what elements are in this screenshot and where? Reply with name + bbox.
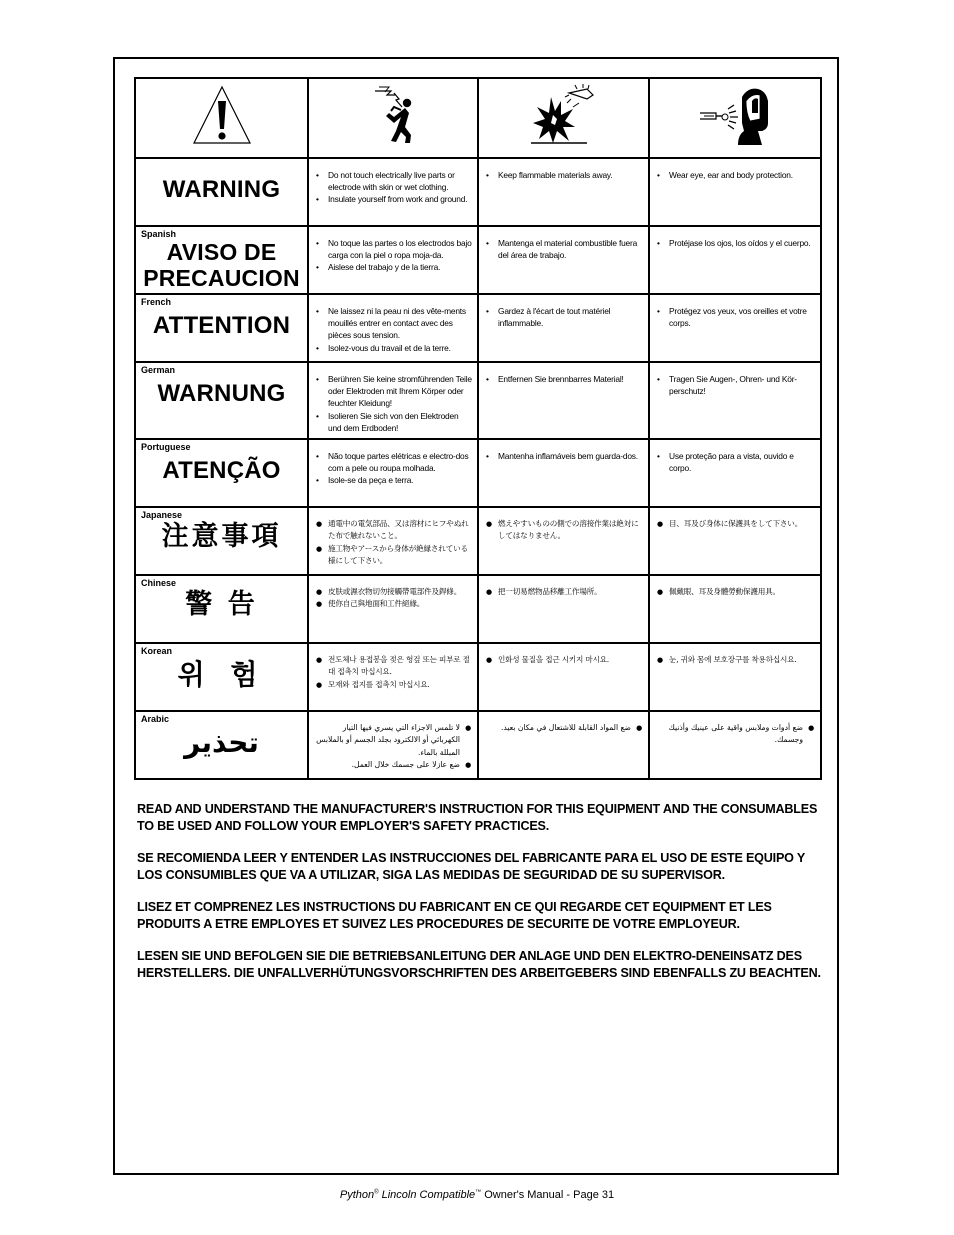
- icon-row: [135, 78, 821, 158]
- protection-text: [649, 507, 821, 575]
- warning-word-line: PRECAUCION: [143, 264, 300, 291]
- warning-bullet: • Aislese del trabajo y de la tierra.: [316, 261, 473, 273]
- footer-trademark: ™: [475, 1189, 482, 1196]
- instruction-paragraph: LISEZ ET COMPRENEZ LES INSTRUCTIONS DU FABRICANT EN CE QUI REGARDE CET EQUIPMENT ET LES PRODUITS A ETRE EMPLOYES ET SUIVEZ LES PROCEDURES DE SECURITE DE VOTRE EMPLOYEUR.: [137, 900, 772, 931]
- warning-row: [135, 294, 821, 362]
- instruction-paragraph: SE RECOMIENDA LEER Y ENTENDER LAS INSTRUCCIONES DEL FABRICANTE PARA EL USO DE ESTE EQUIPO Y LOS CONSUMIBLES QUE VA A UTILIZAR, SIGA LAS MEDIDAS DE SEGURIDAD DE SU SUPERVISOR.: [137, 851, 805, 882]
- language-label: Korean: [141, 645, 173, 656]
- warning-bullet: ● لا تلمس الاجزاء التي يسري فيها التيار الكهربائي أو الالكترود بجلد الجسم أو بالملابس المبللة بالماء.: [313, 722, 471, 760]
- warning-word: [136, 381, 307, 407]
- language-cell: [135, 507, 308, 575]
- warning-bullet: • Isolez-vous du travail et de la terre.: [316, 342, 473, 354]
- warning-row: [135, 711, 821, 779]
- electric-shock-text: [308, 711, 478, 779]
- welding-sparks-face-shield-icon: [649, 78, 821, 158]
- language-label: Spanish: [141, 228, 177, 239]
- protection-text: [649, 643, 821, 711]
- electric-shock-text: [308, 575, 478, 643]
- warning-bullet: • Isolieren Sie sich von den Elektroden und dem Erdboden!: [316, 410, 473, 435]
- warning-bullet: • Mantenha inflamáveis bem guarda-dos.: [486, 450, 644, 462]
- warning-word: [136, 239, 307, 291]
- warning-word-line: WARNUNG: [157, 379, 286, 407]
- footer-manual: Owner's Manual: [481, 1189, 564, 1201]
- warning-word-line: ATENÇÃO: [162, 456, 281, 484]
- warning-bullet: • Protéjase los ojos, los oídos y el cuerpo.: [657, 237, 816, 249]
- fire-explosion-icon: [478, 78, 649, 158]
- warning-bullet: ● 눈, 귀와 몸에 보호장구를 착용하십시요.: [657, 654, 816, 667]
- warning-bullet: ● 使你自己與地面和工件絕緣。: [316, 598, 473, 611]
- flammable-text: [478, 226, 649, 294]
- warning-word: [136, 313, 307, 339]
- flammable-text: [478, 158, 649, 226]
- warning-row: [135, 362, 821, 439]
- warning-word: [136, 177, 307, 203]
- warning-bullet: • Protégez vos yeux, vos oreilles et votre corps.: [657, 305, 816, 330]
- warning-word-line: AVISO DE: [166, 238, 277, 265]
- warning-word-line: تحذير: [184, 725, 259, 759]
- footer-page-number: - Page 31: [563, 1189, 615, 1201]
- warning-word-line: ATTENTION: [152, 311, 291, 339]
- warning-word-line: WARNING: [162, 175, 281, 203]
- warning-bullet: ● 目、耳及び身体に保護具をして下さい。: [657, 518, 816, 531]
- language-label: Portuguese: [141, 441, 191, 452]
- language-label: Chinese: [141, 577, 177, 588]
- page-footer: [0, 1189, 954, 1201]
- warning-bullet: • Entfernen Sie brennbarres Material!: [486, 373, 644, 385]
- warning-bullet: ● 모재와 접지를 접촉치 마십시요.: [316, 679, 473, 692]
- warning-bullet: ● 皮肤或濕衣物切勿接觸帶電部件及銲條。: [316, 586, 473, 599]
- warning-row: [135, 507, 821, 575]
- language-label: French: [141, 296, 172, 307]
- warning-bullet: ● 通電中の電気部品、又は溶材にヒフやぬれた布で触れないこと。: [316, 518, 473, 543]
- protection-text: [649, 294, 821, 362]
- footer-registered-mark: ®: [374, 1189, 379, 1196]
- flammable-text: [478, 507, 649, 575]
- warning-bullet: ● 인화성 물질을 접근 시키지 마시요.: [486, 654, 644, 667]
- protection-text: [649, 158, 821, 226]
- flammable-text: [478, 575, 649, 643]
- warning-row: [135, 575, 821, 643]
- warning-word: [136, 458, 307, 484]
- warning-bullet: • Gardez à l'écart de tout matériel inflammable.: [486, 305, 644, 330]
- electric-shock-text: [308, 294, 478, 362]
- warning-word: [136, 588, 307, 620]
- electric-shock-text: [308, 158, 478, 226]
- warning-bullet: • Insulate yourself from work and ground.: [316, 193, 473, 205]
- language-cell: [135, 439, 308, 507]
- warning-row: [135, 439, 821, 507]
- electric-shock-text: [308, 439, 478, 507]
- warning-bullet: • Isole-se da peça e terra.: [316, 474, 473, 486]
- flammable-text: [478, 362, 649, 439]
- warning-bullet: • Do not touch electrically live parts or electrode with skin or wet clothing.: [316, 169, 473, 194]
- electric-shock-icon: [308, 78, 478, 158]
- warning-triangle-icon: [135, 78, 308, 158]
- warning-word-line: 위 험: [177, 657, 266, 691]
- warning-row: [135, 158, 821, 226]
- warning-word-line: 警 告: [185, 588, 258, 620]
- language-label: Japanese: [141, 509, 183, 520]
- warning-bullet: ● 把一切易燃物品移離工作場所。: [486, 586, 644, 599]
- electric-shock-text: [308, 643, 478, 711]
- warning-bullet: • No toque las partes o los electrodos bajo carga con la piel o ropa moja-da.: [316, 237, 473, 262]
- warning-bullet: • Keep flammable materials away.: [486, 169, 644, 181]
- warning-word: [136, 725, 307, 759]
- flammable-text: [478, 643, 649, 711]
- flammable-text: [478, 711, 649, 779]
- warning-row: [135, 643, 821, 711]
- language-label: German: [141, 364, 176, 375]
- warning-bullet: • Use proteção para a vista, ouvido e corpo.: [657, 450, 816, 475]
- warning-bullet: • Mantenga el material combustible fuera del área de trabajo.: [486, 237, 644, 262]
- warning-bullet: ● 佩戴眼、耳及身體勞動保護用具。: [657, 586, 816, 599]
- warning-word-line: 注意事項: [161, 520, 282, 552]
- warning-bullet: ● ضع المواد القابلة للاشتعال في مكان بعيد.: [483, 722, 642, 735]
- language-label: Arabic: [141, 713, 170, 724]
- footer-product: Lincoln Compatible: [378, 1189, 476, 1201]
- safety-instructions: [137, 801, 825, 997]
- electric-shock-text: [308, 362, 478, 439]
- warning-bullet: • Ne laissez ni la peau ni des vête-ments mouillés entrer en contact avec des pièces sous tension.: [316, 305, 473, 342]
- flammable-text: [478, 439, 649, 507]
- language-cell: [135, 294, 308, 362]
- electric-shock-text: [308, 507, 478, 575]
- warning-bullet: • Wear eye, ear and body protection.: [657, 169, 816, 181]
- warning-bullet: • Berühren Sie keine stromführenden Teile oder Elektroden mit Ihrem Körper oder feuchter Kleidung!: [316, 373, 473, 410]
- protection-text: [649, 575, 821, 643]
- protection-text: [649, 439, 821, 507]
- language-cell: [135, 643, 308, 711]
- language-cell: [135, 575, 308, 643]
- warning-row: [135, 226, 821, 294]
- language-cell: [135, 158, 308, 226]
- protection-text: [649, 226, 821, 294]
- warning-bullet: • Tragen Sie Augen-, Ohren- und Kör-perschutz!: [657, 373, 816, 398]
- warning-bullet: ● ضع عازلا على جسمك خلال العمل.: [313, 759, 471, 772]
- language-cell: [135, 711, 308, 779]
- flammable-text: [478, 294, 649, 362]
- warning-word: [136, 657, 307, 691]
- language-cell: [135, 362, 308, 439]
- electric-shock-text: [308, 226, 478, 294]
- protection-text: [649, 362, 821, 439]
- footer-brand: Python: [339, 1189, 375, 1201]
- warning-bullet: • Não toque partes elétricas e electro-dos com a pele ou roupa molhada.: [316, 450, 473, 475]
- warning-bullet: ● ضع أدوات وملابس واقية على عينيك وأذنيك وجسمك.: [654, 722, 814, 747]
- warning-bullet: ● 施工物やアースから身体が絶縁されている様にして下さい。: [316, 543, 473, 568]
- language-cell: [135, 226, 308, 294]
- warning-bullet: ● 燃えやすいものの側での溶接作業は絶対にしてはなりません。: [486, 518, 644, 543]
- multilingual-warning-table: [134, 77, 822, 780]
- protection-text: [649, 711, 821, 779]
- instruction-paragraph: READ AND UNDERSTAND THE MANUFACTURER'S INSTRUCTION FOR THIS EQUIPMENT AND THE CONSUMABLES TO BE USED AND FOLLOW YOUR EMPLOYER'S SAFETY PRACTICES.: [137, 802, 818, 833]
- instruction-paragraph: LESEN SIE UND BEFOLGEN SIE DIE BETRIEBSANLEITUNG DER ANLAGE UND DEN ELEKTRO-DENEINSATZ DES HERSTELLERS. DIE UNFALLVERHÜTUNGSVORSCHRIFTEN DES ARBEITGEBERS SIND EBENFALLS ZU BEACHTEN.: [137, 949, 821, 980]
- warning-bullet: ● 전도체나 용접봉을 젖은 헝겊 또는 피부로 절대 접촉치 마십시요.: [316, 654, 473, 679]
- warning-word: [136, 520, 307, 552]
